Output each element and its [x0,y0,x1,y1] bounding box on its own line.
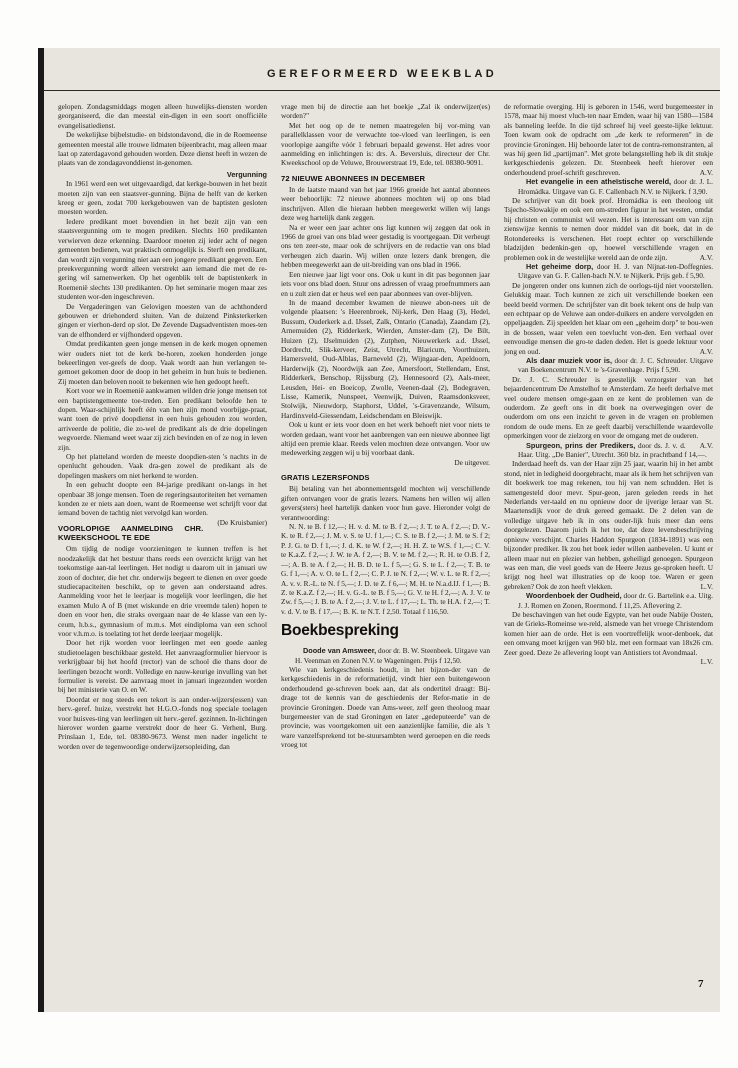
review-heading [504,262,713,281]
review-heading [504,591,713,610]
signature: A.V. [699,167,713,177]
article-title-voorlopige-aanmelding: VOORLOPIGE AANMELDING CHR. KWEEKSCHOOL TE EDE [58,523,204,543]
review-heading [281,646,490,665]
paragraph: Om tijdig de nodige voorzieningen te kunnen treffen is het noodzakelijk dat het bestuur thans reeds een overzicht krijgt van het toekomstige aan-tal leerlingen. Het nodigt u daarom uit in januari uw zoon of dochter, die het chr. onderwijs begeert te dienen en over goede studiecapaciteiten beschikt, op te geven aan onderstaand adres. Aanmelding voor het le leerjaar is mogelijk voor leerlingen, die het examen Mulo A of B (met wiskunde en drie vreemde talen) hopen te doen en voor hen, die straks overgaan naar de 4e klasse van een ly-ceum, h.b.s., gymnasium of m.m.s. Met eindiploma van een school voor v.h.m.o. is toelating tot het derde leerjaar mogelijk. [58,544,267,638]
paragraph: Met het oog op de te nemen maatregelen bij vor-ming van parallelklassen voor de verwachte toe-vloed van leerlingen, is een voorlopige aangifte vóór 1 februari bepaald gewenst. Het adres voor aanmelding en inlichtingen is: drs. A. Beversluis, directeur der Chr. Kweekschool op de Veluwe, Brouwerstraat 19, Ede, tel. 08380-9091. [281,120,490,168]
column-2 [281,102,490,750]
review-heading [504,441,713,460]
signature: L.V. [700,656,713,666]
paragraph-text: De beschavingen van het oude Egypte, van het oude Nabije Oosten, van de Grieks-Romeinse we-reld, alsmede van het vroege Christendom komen hier aan de orde. Het is een voortreffelijk woor-denboek, dat een omvang moet krijgen van 960 blz. met een formaat van 18x26 cm. Zeer goed. Deze 2e aflevering loopt van Antistiers tot Avondmaal. [504,609,713,657]
article-title-gratis-lezersfonds: GRATIS LEZERSFONDS [281,473,370,483]
paragraph: In 1961 werd een wet uitgevaardigd, dat kerkge-bouwen in het bezit moeten zijn van een staatsver-gunning. Bijna de helft van de kerken kreeg er geen, zodat 700 kerkgebouwen van de baptisten gesloten moesten worden. [58,179,267,217]
review-book-meta: door H. J. van Nijnat-ten-Doffegnies. Uitgave van G. F. Callen-bach N.V. te Nijkerk. Prijs geb. f 5,90. [518,261,714,281]
paragraph [504,196,713,262]
column-3 [504,102,713,666]
paragraph [504,102,713,177]
paragraph: Bij betaling van het abonnementsgeld mochten wij verschillende giften ontvangen voor de gratis lezers. Namens hen willen wij allen gevers(sters) heel hartelijk danken voor hun gave. Hieronder volgt de verantwoording: [281,484,490,522]
paragraph: Doordat er nog steeds een tekort is aan onder-wijzers(essen) van herv.-geref. huize, verstrekt het H.G.O.-fonds nog speciale toelagen voor huisves-ting van leerlingen uit herv.-geref. gezinnen. In-lichtingen hierover worden gaarne verstrekt door de heer G. Verhenl, Burg. Prinslaan 1, Ede, tel. 08380-9673. Wenst men nader ingelicht te worden over de tegenwoordige onderwijzersopleiding, dan [58,694,267,751]
review-heading [504,177,713,196]
review-book-meta: door dr. B. W. Steenbeek. Uitgave van H. Veenman en Zonen N.V. te Wageningen. Prijs f 12,50. [295,646,490,665]
subheading-vergunning: Vergunning [226,169,267,179]
article-title-nieuwe-abonnees: 72 NIEUWE ABONNEES IN DECEMBER [281,173,426,183]
paragraph [504,459,713,591]
signature: L.V. [700,581,713,591]
paragraph: In de laatste maand van het jaar 1966 groeide het aantal abonnees weer behoorlijk: 72 nieuwe abonnees mochten wij op ons blad inschrijven. Allen die hieraan hebben meegewerkt willen wij langs deze weg hartelijk dank zeggen. [281,185,490,223]
review-book-title: Het geheime dorp, [526,261,594,271]
signature: A.V. [699,252,713,262]
magazine-page [38,48,720,1012]
review-book-title: Als daar muziek voor is, [526,355,613,365]
paragraph [504,609,713,666]
paragraph: Een nieuwe jaar ligt voor ons. Ook u kunt in dit pas begonnen jaar iets voor ons blad doen. Stuur ons adressen of vraag proefnummers aan en u zult zien dat er heus wel een paar abonnees van over-blijven. [281,269,490,298]
signature: De uitgever. [454,457,490,467]
paragraph [58,480,267,527]
column-1 [58,102,267,751]
paragraph-text: Dr. J. C. Schreuder is geestelijk verzorgster van het bejaardencentrum De Amstelhof te Amsterdam. Ze heeft derhalve met veel oudere mensen omge-gaan en ze kent de problemen van de ouderdom. Ze geeft ons in dit boek na overwegingen over de ouderdom om ons een inzicht te geven in de vragen en problemen rondom de oude mens. En ze geeft daarbij verschillende waardevolle opmerkingen voor de zielzorg en voor de omgang met de ouderen. [504,374,713,441]
review-heading [504,356,713,375]
paragraph: Omdat predikanten geen jonge mensen in de kerk mogen opnemen wier ouders niet tot de kerk be-horen, zoeken honderden jonge bekeerlingen ver-geefs de doop. Vaak wordt aan hun verlangen te-gemoet gekomen door de doop in het geheim in hun huis te bedienen. Zij moeten dan beloven nooit te bekennen wie hen gedoopt heeft. [58,339,267,386]
paragraph-text: De jongeren onder ons kunnen zich de oorlogs-tijd niet voorstellen. Gelukkig maar. Toch kunnen ze zich uit verschillende boeken een beeld beeld vormen. De schrijfster van dit boek tekent ons de hulp van een echtpaar op de Veluwe aan onder-duikers en andere vervolgden en oppeljaagden. Zij speelden het klaar om een „geheim dorp" te bou-wen in de bossen, waar velen een toevlucht von-den. Een verhaal over eenvoudige mensen die gro-te daden deden. Het is goede lektuur voor jong en oud. [504,280,713,356]
review-book-title: Het evangelie in een atheïstische wereld, [526,177,672,187]
paragraph-text: Inderdaad heeft ds. van der Haar zijn 25 jaar, waarin hij in het ambt stond, niet in ledigheid doorgebracht, maar als ik hem het schrijven van dit boekwerk toe mag rekenen, tou hij van nem schudden. Het is samengesteld door mevr. Spur-geon, jaren geleden reeds in het Nederlands ver-taald en nu opnieuw door de ijverige leraar van St. Maartensdijk voor de druk gereed gemaakt. De 2 delen van de volledige uitgave heb ik in ons ouder-lijk huis meer dan eens doorgelezen. Daarom juich ik het toe, dat deze levensbeschrijving opnieuw verschijnt. Charles Haddon Spurgeon (1834-1891) was een bijzonder prediker. Ik zou het boek ieder willen aanbevelen. U kunt er alleen maar nut en plezier van hebben, geheiligd genoegen. Spurgeon was een man, die veel goeds van de Heere Jezus ge-sproken heeft. U krijgt nog heel wat illustraties op de koop toe. Waren er geen gebreken? Ook de zon heeft vlekken. [504,459,713,591]
source-attribution: (De Kruisbanier) [217,517,267,527]
section-heading-boekbespreking: Boekbespreking [281,622,399,640]
review-book-meta: door dr. G. Bartelink e.a. Uitg. J. J. Romen en Zonen, Roermond. f 11,25. Aflevering 2. [518,591,713,610]
paragraph: Iedere predikant moet bovendien in het bezit zijn van een staatsvergunning om te mogen prediken. Slechts 160 predikanten verwierven deze erkenning. Daardoor moeten zij ieder acht of negen gemeenten bedienen, wat praktisch onmogelijk is. Sterft een predikant, dan wordt zijn vergunning niet aan een jongere predikant gegeven. Een preekvergunning wordt alleen verstrekt aan iemand die met de re-gering wil samenwerken. Op het ogenblik telt de baptistenkerk in Roemenië slechts 130 predikanten. Op het seminarie mogen maar zes studenten wor-den ingeschreven. [58,216,267,302]
running-header [44,54,720,91]
paragraph: Door het rijk worden voor leerlingen met een goede aanleg studietoelagen beschikbaar gesteld. Het aanvraagformulier hiervoor is verkrijgbaar bij het hoofd (rector) van de school die thans door de leerlingen bezocht wordt. Volledige en nauw-keurige invulling van het formulier is vereist. De aanvraag moet in januari ingezonden worden bij het ministerie van O. en W. [58,638,267,695]
paragraph: vrage men bij de directie aan het boekje „Zal ik onderwijzer(es) worden?" [281,102,490,121]
paragraph-text: de reformatie overging. Hij is geboren in 1546, werd burgemeester in 1578, maar hij moest vluch-ten naar Emden, waar hij van 1580—1584 als banneling leefde. In die tijd schreef hij veel geeste-lijke lektuur. Toen kwam ook de opdracht om „de kerk te reformeren" in de provincie Groningen. Hij behoorde later tot de contra-remonstranten, al was hij geen lid „partijman". Met grote belangstelling heb ik dit stukje kerkgeschiedenis gelezen. Dr. Steenbeek heeft hierover een onderhoudend proef-schrift geschreven. [504,102,713,177]
paragraph: De Vergaderingen van Gelovigen moesten van de achthonderd gebouwen er driehonderd sluiten. Van de duizend Pinksterkerken gingen er vierhon-derd op slot. De Zevende Dagsadventisten moes-ten van de elfhonderd er vijfhonderd opgeven. [58,301,267,339]
signature: A.V. [699,440,713,450]
paragraph-text: In een gehucht doopte een 84-jarige predikant on-langs in het openbaar 38 jonge mensen. Toen de regeringsautoriteiten het vernamen konden ze er niets aan doen, want de Roemeense wet schrijft voor dat iemand boven de tachtig niet vervolgd kan worden. [58,480,267,518]
paragraph: Kort voor we in Roemenië aankwamen wilden drie jonge mensen tot een baptistengemeente toe-treden. Een predikant beloofde hen te dopen. Waar-schijnlijk heeft één van hen zijn mond voorbijge-praat, want toen de privé doopdienst in een huis gehouden zou worden, arriveerde de politie, die zo-wel de predikant als de drie dopelingen wegvoerde. Niemand weet waar zij zich bevinden en of ze nog in leven zijn. [58,386,268,452]
publication-title: GEREFORMEERD WEEKBLAD [266,68,498,80]
paragraph: Na er weer een jaar achter ons ligt kunnen wij zeggen dat ook in 1966 de groei van ons blad weer gestadig is voortgegaan. Dit verheugt ons ten zeer-ste, maar ook de schrijvers en de redactie van ons blad verheugen zich daarin. Wij willen onze lezers dank brengen, die hebben meegewerkt aan de uit-breiding van ons blad in 1966. [281,222,490,270]
review-book-title: Woordenboek der Oudheid, [526,591,622,601]
paragraph: gelopen. Zondagsmiddags mogen alleen huwelijks-diensten worden georganiseerd, die dan meestal ein-digen in een soort onofficiële evangelisatiedienst. [58,102,267,130]
paragraph: De wekelijkse bijbelstudie- en bidstondavond, die in de Roemeense gemeenten meestal alle trouwe lidmaten bijeenbracht, mag alleen maar laat op zaterdagavond gehouden worden. Deze dienst heeft in wezen de plaats van de zondagavonddienst in-genomen. [58,130,267,168]
paragraph: Op het platteland worden de meeste doopdien-sten 's nachts in de openlucht gehouden. Vaak dra-gen zowel de predikant als de dopelingen maskers om niet herkend te worden. [58,452,267,480]
review-book-meta: door dr. J. L. Hromádka. Uitgave van G. F. Callenbach N.V. te Nijkerk. f 3,90. [518,177,713,196]
paragraph: Ook u kunt er iets voor doen en het werk behoeft niet voor niets te worden gedaan, want voor het aanbrengen van een nieuwe abonnee ligt altijd een premie klaar. Reeds velen mochten deze ontvangen. Voor uw medewerking zeggen wij u bij voorbaat dank. [281,420,490,458]
review-book-title: Doode van Amsweer, [303,646,377,656]
review-book-meta: door ds. J. v. d. Haar. Uitg. „De Banier", Utrecht. 360 blz. in prachtband f 14,—. [518,440,707,460]
paragraph-text: De schrijver van dit boek prof. Hromádka is een theoloog uit Tsjecho-Slowakije en ook een om-streden figuur in het westen, omdat hij christen en communist wil wezen. Het is interessant om van zijn zienswijze kennis te nemen door middel van dit boek, dat in de Rotondereeks is verschenen. Het roept echter op verschillende bladzijden bedenkin-gen op, hoewel verschillende vragen en problemen ook in de westelijke wereld aan de orde zijn. [504,196,713,262]
signature: A.V. [699,346,713,356]
review-book-meta: door dr. J. C. Schreuder. Uitgave van Boekencentrum N.V. te 's-Gravenhage. Prijs f 5,90. [518,355,714,375]
paragraph: In de maand december kwamen de nieuwe abon-nees uit de volgende plaatsen: 's Heerenbroek, Nij-kerk, Den Haag (3), Hedel, Bussum, Ouderkerk a.d. IJssel, Zalk, Ontario (Canada), Zaandam (2), Arnemuiden (2), Ridderkerk, Wierden, Amster-dam (2), De Bilt, Huizen (2), IJselmuiden (2), Zutphen, Nieuwerkerk a.d. IJssel, Dordrecht, Slik-kerveer, Zeist, Utrecht, Blaricum, Voorthuizen, Hamersveld, Oud-Alblas, Barneveld (2), Wijngaar-den, Apeldoorn, Harderwijk (2), Noordwijk aan Zee, Amersfoort, Stellendam, Enst, Ridderkerk, Benschop, Rijssburg (2), Hennesoord (2), Aals-meer, Leusden, Hei- en Boeicop, Zwolle, Veenen-daal (2), Bodegraven, Lisse, Kamerik, Nunspeet, Veenwijk, Duiven, Raamsdonksveer, Stolwijk, Nieuwdorp, Staphorst, Uddel, 's-Gravenzande, Wilsum, Hardinxveld-Giessendam, Leidschendam en Bleiswijk. [281,297,490,420]
page-number: 7 [698,978,704,990]
paragraph: N. N. te B. f 12,—; H. v. d. M. te B. f 2,—; J. T. te A. f 2,—; D. V.-K. te R. f 2,—; J. M. v. S. te U. f 1,—; C. S. te B. f 2,—; J. M. te S. f 2; P. J. G. te D. f 1,—; J. d. K. te W. f 2,—; H. H. Z. te W.S. f 1,—; C. V. te K.a.Z. f 2,—; J. W. te A. f 2,—; B. V. te M. f 2,—; R. H. te O.B. f 2,—; A. B. te A. f 2,—; H. B. D. te L. f 5,—; G. S. te L. f 2,—; T. B. te G. f 1,—; A. v. O. te L. f 2,—; C. P. J. te N. f 2,—; W. v. L. te R. f 2,—; A. v. v. R.-L. te N. f 5,—; J. D. te Z. f 6,—; M. H. te N.a.d.IJ. f 1,—; B. Z. te K.a.Z. f 2,—; H. v. G.-L. te B. f 5,—; G. V. te H. f 2,—; A. J. V. te Zw. f 5,—; J. B. te A. f 2,—; J. V. te L. f 17,—; L. Th. te H.A. f 2,—; T. v. d. V. te B. f 17,—; B. K. te N.T. f 2,50. Totaal f 116,50. [281,522,490,616]
paragraph [504,281,713,356]
paragraph: Wie van kerkgeschiedenis houdt, in het bijzon-der van de kerkgeschiedenis in de reformatietijd, vindt hier een buitengewoon onderhoudend ge-schreven boek aan, dat als ondertitel draagt: Bij-drage tot de kennis van de geschiedenis der Refor-matie in de provincie Groningen. Doede van Ams-weer, zelf geen theoloog maar burgemeester van de stad Groningen en later „gedeputeerde" van de provincie, was voortgekomen uit een aanzienlijke familie, die als 't ware vanzelfsprekend tot be-stuursambten werd geroepen en die reeds vroeg tot [281,664,490,750]
review-book-title: Spurgeon, prins der Predikers, [526,440,636,450]
